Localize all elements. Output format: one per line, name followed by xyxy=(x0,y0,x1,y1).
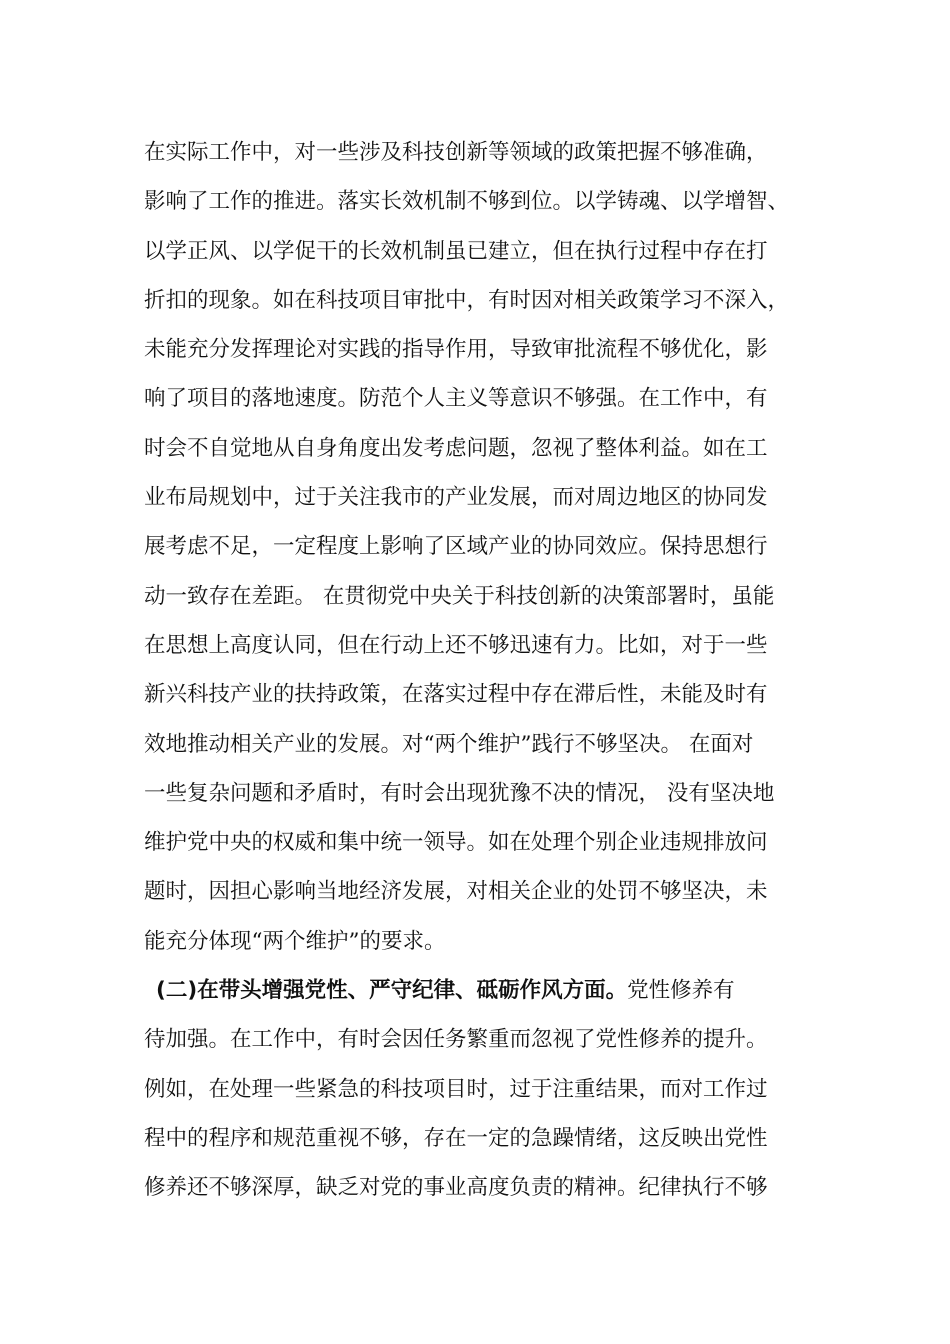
text-line: 在思想上高度认同，但在行动上还不够迅速有力。比如，对于一些 xyxy=(144,632,768,658)
text-line: 展考虑不足，一定程度上影响了区域产业的协同效应。保持思想行 xyxy=(144,534,768,560)
text-line: 程中的程序和规范重视不够，存在一定的急躁情绪，这反映出党性 xyxy=(144,1125,768,1151)
text-line: 题时，因担心影响当地经济发展，对相关企业的处罚不够坚决，未 xyxy=(144,879,768,905)
text-line: 例如，在处理一些紧急的科技项目时，过于注重结果，而对工作过 xyxy=(144,1076,768,1102)
section-heading: (二)在带头增强党性、严守纪律、砥砺作风方面。 xyxy=(156,978,628,1004)
text-line: 未能充分发挥理论对实践的指导作用，导致审批流程不够优化，影 xyxy=(144,337,768,363)
text-line: 一些复杂问题和矛盾时，有时会出现犹豫不决的情况， 没有坚决地 xyxy=(144,780,775,806)
text-line: 修养还不够深厚，缺乏对党的事业高度负责的精神。纪律执行不够 xyxy=(144,1175,768,1201)
section-heading-rest: 党性修养有 xyxy=(627,978,735,1004)
text-line: 响了项目的落地速度。防范个人主义等意识不够强。在工作中，有 xyxy=(144,386,768,412)
text-line: 效地推动相关产业的发展。对“两个维护”践行不够坚决。 在面对 xyxy=(144,731,754,757)
text-line: 在实际工作中，对一些涉及科技创新等领域的政策把握不够准确， xyxy=(144,140,768,165)
text-line: 时会不自觉地从自身角度出发考虑问题，忽视了整体利益。如在工 xyxy=(144,435,768,461)
body-text xyxy=(144,128,814,1213)
text-line: 以学正风、以学促干的长效机制虽已建立，但在执行过程中存在打 xyxy=(144,238,768,264)
text-line: 待加强。在工作中，有时会因任务繁重而忽视了党性修养的提升。 xyxy=(144,1027,768,1053)
text-line: 能充分体现“两个维护”的要求。 xyxy=(144,928,446,954)
text-line: 新兴科技产业的扶持政策，在落实过程中存在滞后性，未能及时有 xyxy=(144,682,768,708)
text-line: 动一致存在差距。 在贯彻党中央关于科技创新的决策部署时，虽能 xyxy=(144,583,775,609)
text-line: 维护党中央的权威和集中统一领导。如在处理个别企业违规排放问 xyxy=(144,830,768,856)
text-line: 影响了工作的推进。落实长效机制不够到位。以学铸魂、以学增智、 xyxy=(144,189,790,215)
section-heading-line xyxy=(144,966,814,1015)
text-line: 折扣的现象。如在科技项目审批中，有时因对相关政策学习不深入， xyxy=(144,287,790,313)
text-line: 业布局规划中，过于关注我市的产业发展，而对周边地区的协同发 xyxy=(144,485,768,511)
